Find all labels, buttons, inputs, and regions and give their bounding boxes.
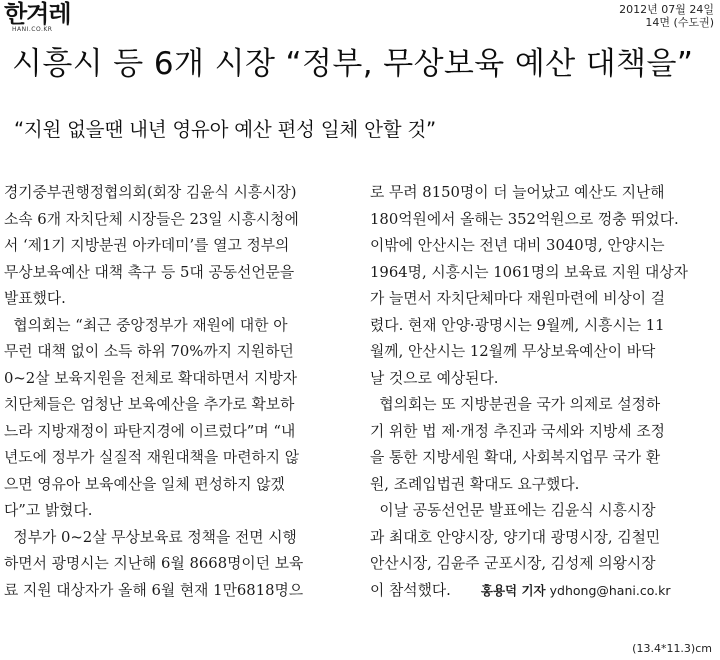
text-line: 이날 공동선언문 발표에는 김윤식 시흥시장 (370, 502, 656, 519)
text-line: 날 것으로 예상된다. (370, 369, 499, 387)
text-line: 느라 지방재정이 파탄지경에 이르렀다”며 “내 (4, 422, 296, 440)
article-size-note: (13.4*11.3)cm (632, 642, 712, 655)
byline-line (370, 578, 716, 605)
text-line: 협의회는 또 지방분권을 국가 의제로 설정하 (370, 396, 661, 413)
byline-email: ydhong@hani.co.kr (549, 582, 671, 598)
logo-text: 한겨레 (4, 0, 71, 28)
hankyoreh-logo (4, 2, 76, 34)
text-line: 이 참석했다. (370, 581, 451, 599)
subheadline: “지원 없을땐 내년 영유아 예산 편성 일체 안할 것” (14, 118, 436, 141)
text-line: 을 통한 지방세원 확대, 사회복지업무 국가 환 (370, 449, 661, 466)
text-line: 다”고 밝혔다. (4, 502, 93, 519)
logo-url: HANI.CO.KR (12, 26, 53, 33)
text-line: 렸다. 현재 안양·광명시는 9월께, 시흥시는 11 (370, 316, 665, 334)
text-line: 180억원에서 올해는 352억원으로 껑충 뛰었다. (370, 210, 679, 228)
text-line: 무런 대책 없이 소득 하위 70%까지 지원하던 (4, 343, 294, 360)
text-line: 협의회는 “최근 중앙정부가 재원에 대한 아 (4, 316, 288, 334)
text-line: 발표했다. (4, 290, 66, 307)
text-line: 0~2살 보육지원을 전체로 확대하면서 지방자 (4, 369, 298, 387)
text-line: 1964명, 시흥시는 1061명의 보육료 지원 대상자 (370, 263, 688, 281)
publication-date: 2012년 07월 24일 (619, 3, 714, 16)
headline: 시흥시 등 6개 시장 “정부, 무상보육 예산 대책을” (12, 46, 694, 82)
text-line: 이밖에 안산시는 전년 대비 3040명, 안양시는 (370, 237, 665, 254)
article-column-left (4, 180, 350, 604)
text-line: 소속 6개 자치단체 시장들은 23일 시흥시청에 (4, 210, 299, 228)
text-line: 년도에 정부가 실질적 재원대책을 마련하지 않 (4, 449, 300, 466)
text-line: 료 지원 대상자가 올해 6월 현재 1만6818명으 (4, 581, 304, 599)
text-line: 서 ‘제1기 지방분권 아카데미’를 열고 정부의 (4, 237, 290, 254)
text-line: 가 늘면서 자치단체마다 재원마련에 비상이 걸 (370, 290, 666, 307)
text-line: 정부가 0~2살 무상보육료 정책을 전면 시행 (4, 528, 297, 546)
text-line: 과 최대호 안양시장, 양기대 광명시장, 김철민 (370, 528, 661, 546)
text-line: 원, 조례입법권 확대도 요구했다. (370, 475, 580, 493)
text-line: 월께, 안산시는 12월께 무상보육예산이 바닥 (370, 343, 656, 360)
text-line: 로 무려 8150명이 더 늘어났고 예산도 지난해 (370, 184, 665, 201)
text-line: 하면서 광명시는 지난해 6월 8668명이던 보육 (4, 555, 304, 572)
text-line: 경기중부권행정협의회(회장 김윤식 시흥시장) (4, 184, 297, 201)
byline-author: 홍용덕 기자 (480, 582, 546, 598)
text-line: 안산시장, 김윤주 군포시장, 김성제 의왕시장 (370, 555, 656, 572)
article-column-right (370, 180, 716, 604)
text-line: 기 위한 법 제·개정 추진과 국세와 지방세 조정 (370, 422, 665, 440)
publication-meta (619, 3, 714, 29)
text-line: 무상보육예산 대책 촉구 등 5대 공동선언문을 (4, 263, 295, 281)
text-line: 치단체들은 엄청난 보육예산을 추가로 확보하 (4, 396, 295, 413)
page-info: 14면 (수도권) (645, 16, 714, 29)
text-line: 으면 영유아 보육예산을 일체 편성하지 않겠 (4, 475, 285, 493)
